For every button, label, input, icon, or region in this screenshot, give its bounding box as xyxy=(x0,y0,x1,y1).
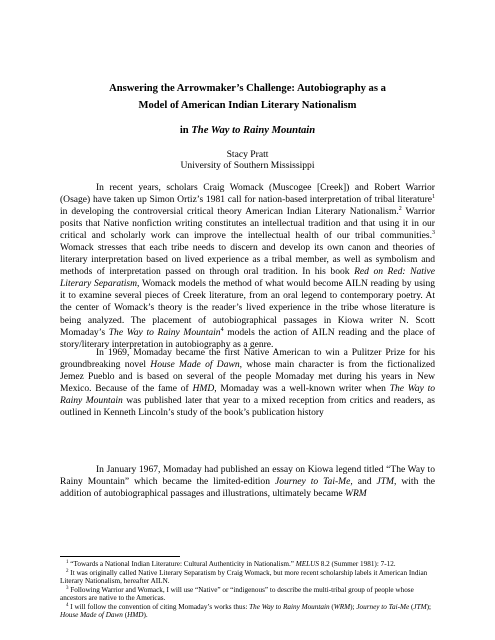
text-segment: ( xyxy=(329,602,334,611)
footnote-marker: 1 xyxy=(432,194,435,201)
text-segment: I will follow the convention of citing Momaday’s works thus: xyxy=(68,602,250,611)
title-line-1: Answering the Arrowmaker’s Challenge: Autobiography as a xyxy=(109,83,386,94)
footnote-marker: 3 xyxy=(66,585,69,591)
italic-title: JTM xyxy=(376,476,394,488)
footnote-4 xyxy=(60,603,435,620)
italic-title: MELUS xyxy=(295,560,319,568)
text-segment: “Towards a National Indian Literature: Cultural Authenticity in Nationalism.” xyxy=(68,560,296,568)
text-segment: ); xyxy=(426,602,431,611)
text-segment: , Womack models the method of what would become AILN reading by using it to examine several pieces of Creek literature, from an oral legend to contemporary poetry. At the center of Womack’s theory is the reader’s lived experience in the tribe whose literature is being analyzed. The placement of autobiographical passages in Kiowa writer N. Scott Momaday’s xyxy=(60,278,435,338)
author-block xyxy=(60,149,435,171)
text-segment: In January 1967, Momaday had published an essay on Kiowa legend titled “The Way to Rainy Mountain” which became the limited-edition xyxy=(60,464,435,488)
title-line-2: Model of American Indian Literary Nationalism xyxy=(138,100,357,111)
paragraph-2-text xyxy=(60,347,435,419)
text-segment: , and xyxy=(350,476,377,488)
text-segment: , Momaday was a well-known writer when xyxy=(214,383,390,395)
text-segment: in developing the controversial critical theory American Indian Literary Nationalism. xyxy=(60,206,399,218)
text-segment: In 1969, Momaday became the first Native American to win a Pulitzer Prize for his groundbreaking novel xyxy=(60,347,435,371)
italic-title: The Way to Rainy Mountain xyxy=(249,602,330,611)
italic-title: Journey to Tai-Me xyxy=(356,602,410,611)
title-book-name: The Way to Rainy Mountain xyxy=(191,125,316,136)
text-segment: was published later that year to a mixed reception from critics and readers, as outlined in Kenneth Lincoln’s study of the book’s publication history xyxy=(60,395,436,419)
text-segment: Warrior posits that Native nonfiction writing constitutes an intellectual tradition and that using it in our critical and scholarly work can improve the intellectual health of our tribal communities. xyxy=(60,206,435,242)
paragraph-1 xyxy=(60,182,435,351)
text-segment: ( xyxy=(409,602,414,611)
italic-title: House Made of Dawn, xyxy=(150,359,243,371)
italic-title: House Made of Dawn xyxy=(60,611,123,619)
italic-title: HMD xyxy=(127,611,144,619)
italic-title: JTM xyxy=(413,602,427,611)
author-affiliation: University of Southern Mississippi xyxy=(180,160,315,171)
footnotes xyxy=(60,560,435,620)
text-segment: Following Warrior and Womack, I will use “Native” or “indigenous” to describe the multi-tribal group of people whose ancestors are native to the Americas. xyxy=(60,585,414,602)
author-name: Stacy Pratt xyxy=(226,149,269,160)
text-segment: whose main character is from the fictionalized Jemez Pueblo and is based on several of the people Momaday met during his years in New Mexico. Because of the fame of xyxy=(60,359,435,395)
footnote-marker: 1 xyxy=(66,560,69,565)
footnote-marker: 3 xyxy=(432,230,435,237)
paragraph-1-text xyxy=(60,182,435,351)
footnote-marker: 2 xyxy=(66,568,69,574)
title-line-3 xyxy=(60,125,435,137)
paragraph-2 xyxy=(60,347,435,419)
text-segment: ). xyxy=(143,611,148,619)
text-segment: models the action of AILN reading and the place of story/literary interpretation in autobiography as a genre. xyxy=(60,326,436,350)
footnote-marker: 2 xyxy=(398,206,402,213)
italic-title: The Way to Rainy Mountain xyxy=(60,383,436,407)
paragraph-3 xyxy=(60,464,435,500)
text-segment: Womack stresses that each tribe needs to discern and develop its own canon and theories of literary interpretation based on lived experience as a tribal member, as well as symbolism and methods of interpretation passed on through oral tradition. In his book xyxy=(60,242,435,278)
footnote-marker: 4 xyxy=(220,326,224,333)
footnote-2 xyxy=(60,569,435,586)
text-segment: ( xyxy=(122,611,128,619)
text-segment: , with the addition of autobiographical passages and illustrations, ultimately became xyxy=(60,476,435,500)
text-segment: In recent years, scholars Craig Womack (Muscogee [Creek]) and Robert Warrior (Osage) have taken up Simon Ortiz’s 1981 call for nation-based interpretation of tribal literature xyxy=(60,182,435,206)
italic-title: WRM xyxy=(333,602,351,611)
footnote-3 xyxy=(60,586,435,603)
footnote-separator xyxy=(60,556,180,557)
text-segment: ); xyxy=(350,602,357,611)
italic-title: HMD xyxy=(192,383,215,395)
italic-title: Red on Red: Native Literary Separatism xyxy=(60,266,435,290)
italic-title: WRM xyxy=(345,488,367,500)
text-segment: 8.2 (Summer 1981): 7-12. xyxy=(318,560,396,568)
footnote-1 xyxy=(60,560,435,568)
text-segment: It was originally called Native Literary Separatism by Craig Womack, but more recent scholarship labels it American Indian Literary Nationalism, hereafter AILN. xyxy=(60,568,428,585)
paragraph-3-text xyxy=(60,464,435,500)
italic-title: The Way to Rainy Mountain xyxy=(108,326,221,338)
title-line-3-prefix: in xyxy=(179,125,192,136)
footnote-marker: 4 xyxy=(66,602,69,608)
italic-title: Journey to Tai-Me xyxy=(274,476,351,488)
